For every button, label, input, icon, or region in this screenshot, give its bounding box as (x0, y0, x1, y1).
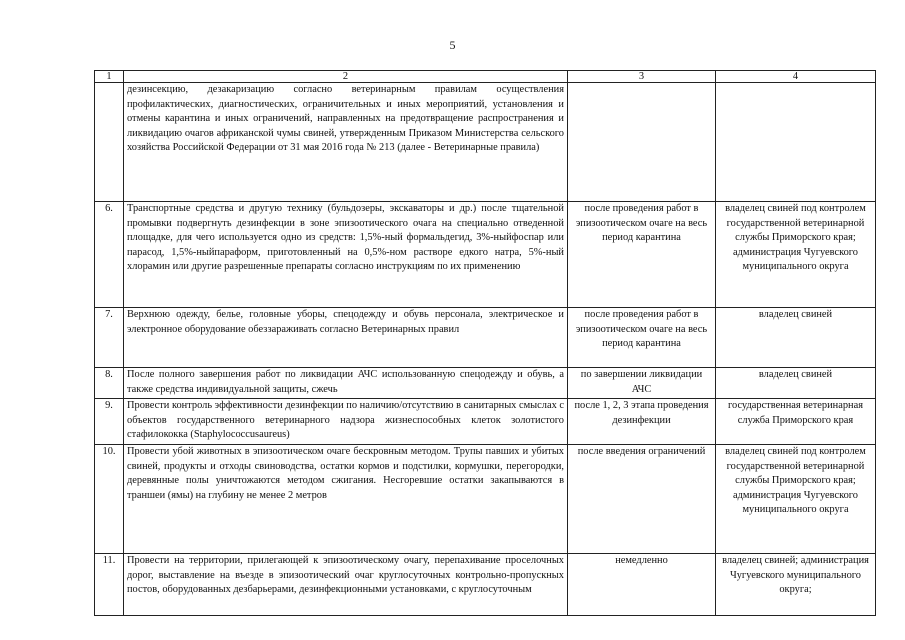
row-measure: Провести контроль эффективности дезинфекции по наличию/отсутствию в санитарных смыслах с объектов государственного ветеринарного надзора жизнеспособных клеток золотистого стафилококка (Staphylococcusaureus) (124, 399, 568, 445)
table-header-row (95, 71, 876, 83)
row-term (568, 83, 716, 202)
header-col-4: 4 (716, 71, 876, 83)
row-measure: дезинсекцию, дезакаризацию согласно ветеринарным правилам осуществления профилактических, диагностических, ограничительных и иных мероприятий, установления и отмены карантина и иных ограничений, направленных на предотвращение распространения и ликвидацию очагов африканской чумы свиней, утвержденным Приказом Министерства сельского хозяйства Российской Федерации от 31 мая 2016 года № 213 (далее - Ветеринарные правила) (124, 83, 568, 202)
table-row (95, 83, 876, 202)
row-term: после 1, 2, 3 этапа проведения дезинфекции (568, 399, 716, 445)
row-measure: Провести на территории, прилегающей к эпизоотическому очагу, перепахивание проселочных дорог, выставление на въезде в эпизоотический очаг круглосуточных контрольно-пропускных постов, оборудованных дезбарьерами, дезинфекционными установками, с круглосуточным (124, 554, 568, 616)
row-responsible: владелец свиней под контролем государственной ветеринарной службы Приморского края; администрация Чугуевского муниципального округа (716, 202, 876, 308)
row-measure: Провести убой животных в эпизоотическом очаге бескровным методом. Трупы павших и убитых свиней, продукты и отходы свиноводства, остатки кормов и подстилки, кормушки, перегородки, деревянные полы уничтожаются методом сжигания. Несгоревшие остатки закапываются в траншеи (ямы) на глубину не менее 2 метров (124, 445, 568, 554)
row-responsible: владелец свиней; администрация Чугуевского муниципального округа; (716, 554, 876, 616)
row-responsible: владелец свиней (716, 368, 876, 399)
table-row (95, 368, 876, 399)
row-responsible: владелец свиней (716, 308, 876, 368)
header-col-3: 3 (568, 71, 716, 83)
row-measure: Транспортные средства и другую технику (бульдозеры, экскаваторы и др.) после тщательной промывки подвергнуть дезинфекции в зоне эпизоотического очага на специально отведенной площадке, для чего используется одно из средств: 1,5%-ный формальдегид, 3%-ныйфоспар или парасод, 1,5%-ныйпараформ, приготовленный на 0,5%-ном растворе едкого натра, 5%-ный хлорамин или другие разрешенные препараты согласно инструкциям по их применению (124, 202, 568, 308)
header-col-1: 1 (95, 71, 124, 83)
row-number: 9. (95, 399, 124, 445)
row-responsible: владелец свиней под контролем государственной ветеринарной службы Приморского края; администрация Чугуевского муниципального округа (716, 445, 876, 554)
row-term: немедленно (568, 554, 716, 616)
page-number: 5 (449, 38, 456, 52)
row-term: по завершении ликвидации АЧС (568, 368, 716, 399)
header-col-2: 2 (124, 71, 568, 83)
measures-table (94, 70, 876, 616)
table-row (95, 308, 876, 368)
row-term: после введения ограничений (568, 445, 716, 554)
row-number: 10. (95, 445, 124, 554)
row-term: после проведения работ в эпизоотическом очаге на весь период карантина (568, 308, 716, 368)
row-responsible: государственная ветеринарная служба Приморского края (716, 399, 876, 445)
table-row (95, 399, 876, 445)
row-measure: После полного завершения работ по ликвидации АЧС использованную спецодежду и обувь, а также средства индивидуальной защиты, сжечь (124, 368, 568, 399)
row-term: после проведения работ в эпизоотическом очаге на весь период карантина (568, 202, 716, 308)
table-row (95, 445, 876, 554)
row-responsible (716, 83, 876, 202)
table-row (95, 202, 876, 308)
row-number (95, 83, 124, 202)
row-number: 11. (95, 554, 124, 616)
row-number: 7. (95, 308, 124, 368)
row-measure: Верхнюю одежду, белье, головные уборы, спецодежду и обувь персонала, электрическое и электронное оборудование обеззараживать согласно Ветеринарных правил (124, 308, 568, 368)
table-row (95, 554, 876, 616)
row-number: 6. (95, 202, 124, 308)
row-number: 8. (95, 368, 124, 399)
